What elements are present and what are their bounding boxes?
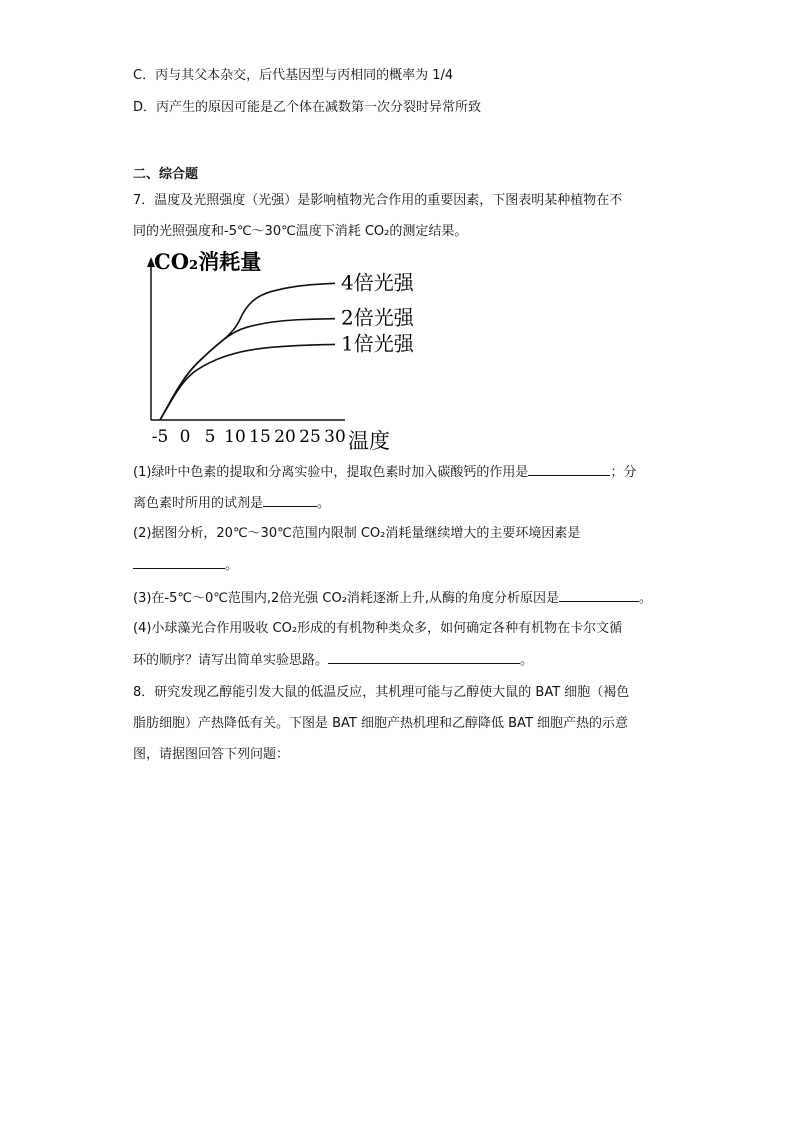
- q8-line1: 8．研究发现乙醇能引发大鼠的低温反应，其机理可能与乙醇使大鼠的 BAT 细胞（褐色: [133, 685, 630, 700]
- series-labels: [341, 270, 415, 355]
- q7-sub4-line1: (4)小球藻光合作用吸收 CO₂形成的有机物种类众多，如何确定各种有机物在卡尔文循: [133, 621, 623, 636]
- q7-sub2-answer-blank[interactable]: [133, 556, 225, 569]
- q7-sub3-line: [133, 589, 652, 608]
- q7-sub2-line2: [133, 556, 238, 575]
- option-c: C．丙与其父本杂交，后代基因型与丙相同的概率为 1/4: [133, 68, 454, 83]
- q7-sub1-text-d: 。: [317, 496, 331, 511]
- q7-stem-line1: 7．温度及光照强度（光强）是影响植物光合作用的重要因素，下图表明某种植物在不: [133, 193, 623, 208]
- q7-sub1-line2: [133, 494, 330, 513]
- y-axis-label: CO₂消耗量: [154, 249, 262, 274]
- q7-sub1-text-a: (1)绿叶中色素的提取和分离实验中，提取色素时加入碳酸钙的作用是: [133, 465, 529, 480]
- section-heading: 二、综合题: [133, 167, 199, 182]
- series-label: 2倍光强: [341, 305, 414, 330]
- series-line: [160, 283, 335, 420]
- q7-sub4-answer-blank[interactable]: [328, 651, 520, 664]
- series-label: 4倍光强: [341, 270, 414, 295]
- q8-line2: 脂肪细胞）产热降低有关。下图是 BAT 细胞产热机理和乙醇降低 BAT 细胞产热的示意: [133, 716, 629, 731]
- q7-sub2-line1: (2)据图分析，20℃～30℃范围内限制 CO₂消耗量继续增大的主要环境因素是: [133, 526, 581, 541]
- series-line: [160, 319, 335, 420]
- co2-consumption-chart: [140, 245, 440, 455]
- series-label: 1倍光强: [341, 331, 414, 356]
- q7-sub1-text-c: 离色素时所用的试剂是: [133, 496, 264, 511]
- q7-sub1-text-b: ；分: [610, 465, 637, 480]
- x-tick-label: 15: [249, 427, 271, 447]
- option-d: D．丙产生的原因可能是乙个体在减数第一次分裂时异常所致: [133, 100, 482, 115]
- x-tick-label: 5: [204, 427, 216, 447]
- x-tick-label: 25: [299, 427, 321, 447]
- x-tick-label: -5: [151, 427, 169, 447]
- q7-sub4-text-b: 。: [520, 653, 534, 668]
- x-tick-label: 10: [224, 427, 246, 447]
- q7-sub1-answer-blank-2[interactable]: [263, 494, 317, 507]
- q7-sub4-text-a: 环的顺序？请写出简单实验思路。: [133, 653, 329, 668]
- q7-stem-line2: 同的光照强度和-5℃～30℃温度下消耗 CO₂的测定结果。: [133, 224, 468, 239]
- x-tick-label: 0: [179, 427, 191, 447]
- q7-sub1-line1: [133, 463, 636, 482]
- q7-sub3-answer-blank[interactable]: [559, 589, 639, 602]
- series-line: [160, 344, 335, 420]
- series-lines: [160, 283, 335, 420]
- q7-sub2-text-b: 。: [225, 558, 239, 573]
- q7-sub4-line2: [133, 651, 533, 670]
- x-tick-label: 30: [324, 427, 346, 447]
- q7-sub3-text-a: (3)在-5℃～0℃范围内,2倍光强 CO₂消耗逐渐上升,从酶的角度分析原因是: [133, 591, 560, 606]
- x-tick-label: 20: [274, 427, 296, 447]
- x-tick-labels: [152, 427, 346, 447]
- x-axis-label: 温度: [348, 429, 390, 453]
- q8-line3: 图，请据图回答下列问题：: [133, 747, 290, 762]
- q7-sub1-answer-blank-1[interactable]: [528, 463, 610, 476]
- q7-sub3-text-b: 。: [639, 591, 653, 606]
